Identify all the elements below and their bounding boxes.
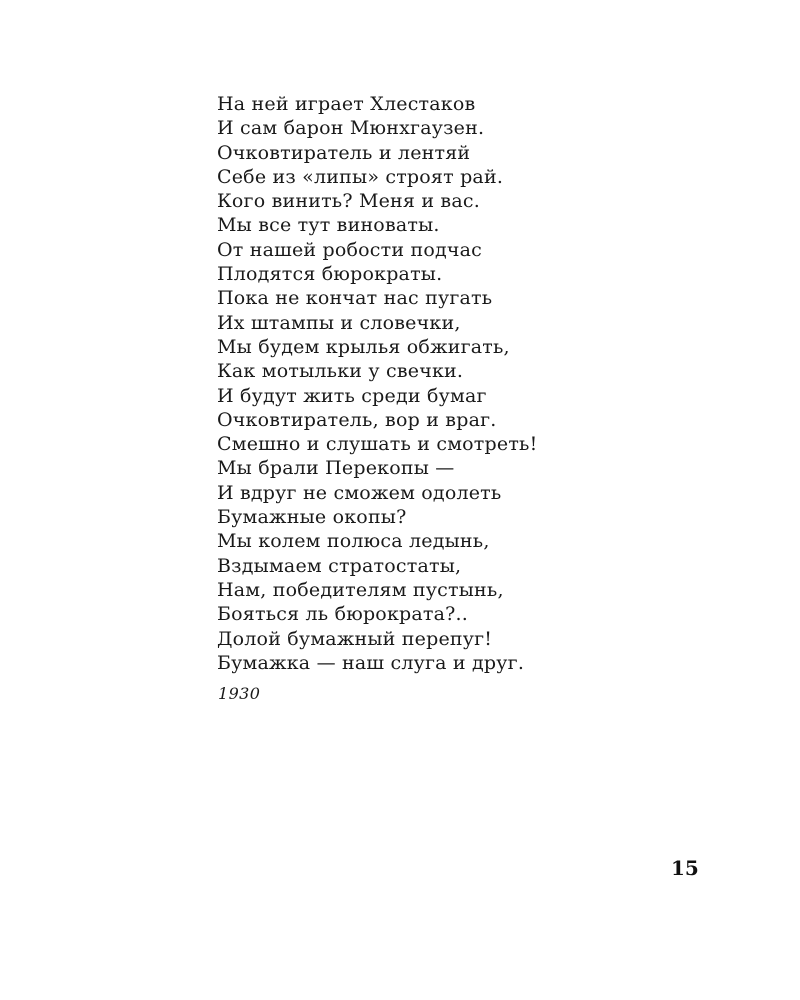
poem-line: Очковтиратель, вор и враг. [217,408,497,431]
poem-line: Долой бумажный перепуг! [217,627,493,650]
poem-line: Как мотыльки у свечки. [217,360,464,383]
poem-line: И будут жить среди бумаг [217,384,487,407]
poem-line: Вздымаем стратостаты, [217,554,462,577]
poem-line: Нам, победителям пустынь, [217,578,504,601]
poem-text [217,92,637,675]
poem-line: И сам барон Мюнхгаузен. [217,117,485,140]
poem-line: Мы все тут виноваты. [217,214,440,237]
poem-line: Бояться ль бюрократа?.. [217,603,469,626]
page-number: 15 [671,856,699,880]
poem-line: Их штампы и словечки, [217,311,461,334]
poem-line: И вдруг не сможем одолеть [217,481,502,504]
poem-line: Кого винить? Меня и вас. [217,190,480,213]
poem-line: Смешно и слушать и смотреть! [217,433,538,456]
poem-line: Бумажка — наш слуга и друг. [217,651,525,674]
poem-line: Пока не кончат нас пугать [217,287,493,310]
poem-line: Бумажные окопы? [217,506,407,529]
poem-line: Плодятся бюрократы. [217,263,443,286]
poem-line: Мы колем полюса ледынь, [217,530,490,553]
poem-line: Себе из «липы» строят рай. [217,165,504,188]
poem-line: От нашей робости подчас [217,238,482,261]
poem-line: Очковтиратель и лентяй [217,141,471,164]
poem-line: Мы будем крылья обжигать, [217,335,510,358]
poem-line: Мы брали Перекопы — [217,457,455,480]
poem-date: 1930 [218,684,261,703]
poem-line: На ней играет Хлестаков [217,93,476,115]
